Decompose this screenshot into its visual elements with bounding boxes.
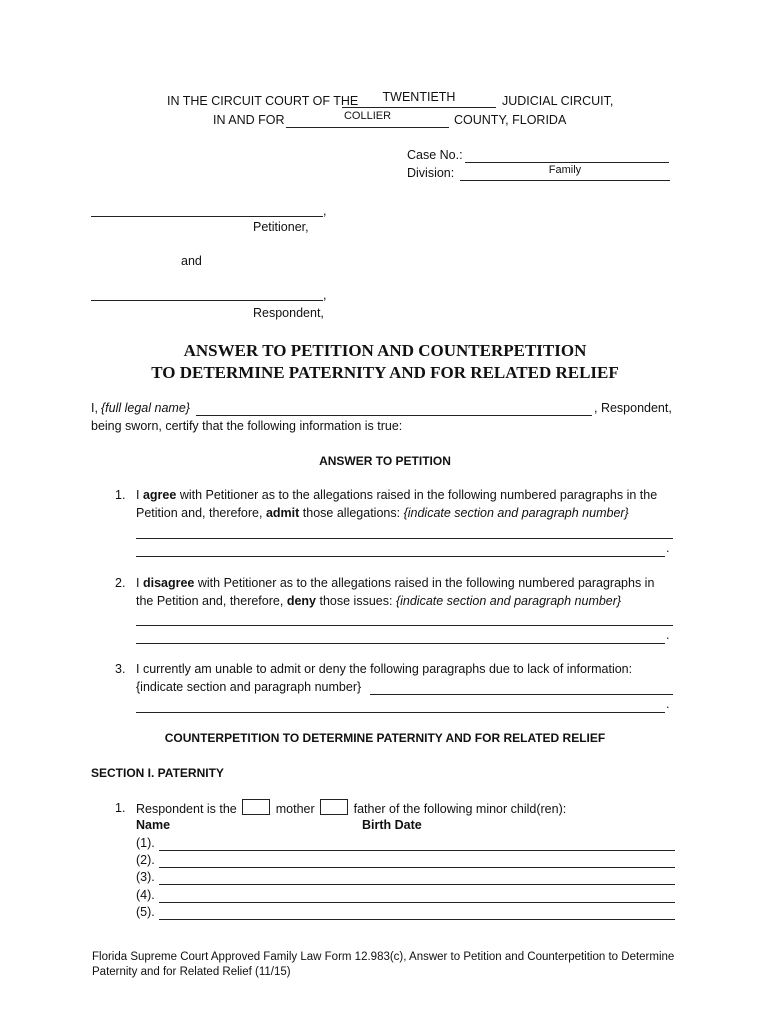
counter-heading: COUNTERPETITION TO DETERMINE PATERNITY AND FOR RELATED RELIEF [164, 731, 606, 745]
division-value: Family [548, 164, 582, 176]
case-no-label: Case No.: [407, 148, 463, 162]
respondent-label: Respondent, [253, 306, 324, 320]
hint-text: {indicate section and paragraph number} [403, 506, 629, 520]
answer-item-2-field-a[interactable] [136, 611, 673, 626]
and-label: and [181, 254, 202, 268]
intro-suffix: , Respondent, [594, 401, 672, 415]
circuit-value: TWENTIETH [382, 90, 456, 104]
child-row-1-label: (1). [136, 836, 155, 850]
answer-item-1-line2 [136, 504, 629, 522]
period: . [666, 697, 670, 711]
answer-item-3-field-a[interactable] [370, 680, 673, 695]
period: . [666, 541, 670, 555]
petitioner-comma: , [323, 204, 327, 218]
child-row-5-label: (5). [136, 905, 155, 919]
form-title-line2: TO DETERMINE PATERNITY AND FOR RELATED RELIEF [151, 363, 619, 382]
county-value: COLLIER [343, 110, 392, 122]
text: those issues: [319, 594, 393, 608]
petitioner-field[interactable] [91, 208, 323, 217]
division-label: Division: [407, 166, 455, 180]
answer-item-1-line1 [136, 486, 657, 504]
intro-line2: being sworn, certify that the following information is true: [91, 419, 403, 433]
full-legal-name-field[interactable] [196, 401, 592, 416]
father-checkbox[interactable] [320, 799, 348, 815]
father-label: father of the following minor child(ren): [353, 802, 567, 816]
answer-item-1-number: 1. [115, 488, 126, 502]
answer-item-2-line1 [136, 574, 654, 592]
admit-text: admit [265, 506, 300, 520]
section1-heading: SECTION I. PATERNITY [91, 766, 224, 780]
answer-item-1-field-a[interactable] [136, 524, 673, 539]
form-footer: Florida Supreme Court Approved Family Law Form 12.983(c), Answer to Petition and Counterpetition to Determine Paternity and for Related Relief (11/15) [92, 951, 675, 978]
circuit-line [167, 94, 358, 108]
mother-label: mother [275, 802, 315, 816]
county-suffix: COUNTY, FLORIDA [454, 113, 567, 127]
col-name-header: Name [136, 818, 171, 832]
circuit-suffix: JUDICIAL CIRCUIT, [502, 94, 614, 108]
text: Respondent is the [136, 802, 237, 816]
answer-item-2-field-b[interactable] [136, 629, 665, 644]
period: . [666, 628, 670, 642]
form-title-line1: ANSWER TO PETITION AND COUNTERPETITION [183, 341, 587, 360]
answer-item-2-line2 [136, 592, 621, 610]
circuit-prefix: IN THE CIRCUIT COURT OF THE [167, 94, 359, 108]
child-row-4-field[interactable] [159, 888, 675, 903]
hint-text: {indicate section and paragraph number} [395, 594, 622, 608]
answer-item-3-number: 3. [115, 662, 126, 676]
text: with Petitioner as to the allegations raised in the following numbered paragraphs in [197, 576, 655, 590]
respondent-comma: , [323, 288, 327, 302]
text: I [136, 488, 140, 502]
child-row-2-field[interactable] [159, 853, 675, 868]
child-row-4-label: (4). [136, 888, 155, 902]
col-birth-header: Birth Date [362, 818, 422, 832]
intro-prefix: I, [91, 401, 98, 415]
intro-hint: {full legal name} [101, 401, 190, 415]
child-row-5-field[interactable] [159, 905, 675, 920]
disagree-text: disagree [142, 576, 195, 590]
mother-checkbox[interactable] [242, 799, 270, 815]
child-row-3-label: (3). [136, 870, 155, 884]
answer-item-3-line1: I currently am unable to admit or deny the following paragraphs due to lack of information: [136, 662, 633, 676]
paternity-item-number: 1. [115, 801, 126, 815]
text: those allegations: [302, 506, 401, 520]
paternity-item-line [136, 799, 566, 818]
text: Petition and, therefore, [136, 506, 263, 520]
child-row-2-label: (2). [136, 853, 155, 867]
deny-text: deny [286, 594, 316, 608]
text: with Petitioner as to the allegations raised in the following numbered paragraphs in the [179, 488, 658, 502]
petitioner-label: Petitioner, [253, 220, 309, 234]
county-prefix: IN AND FOR [213, 113, 285, 127]
text: I [136, 576, 140, 590]
answer-item-2-number: 2. [115, 576, 126, 590]
respondent-field[interactable] [91, 292, 323, 301]
case-no-field[interactable] [465, 148, 669, 163]
child-row-1-field[interactable] [159, 836, 675, 851]
text: the Petition and, therefore, [136, 594, 284, 608]
answer-item-3-hint: {indicate section and paragraph number} [136, 680, 362, 694]
agree-text: agree [142, 488, 177, 502]
answer-item-3-field-b[interactable] [136, 698, 665, 713]
answer-item-1-field-b[interactable] [136, 542, 665, 557]
answer-heading: ANSWER TO PETITION [319, 454, 451, 468]
child-row-3-field[interactable] [159, 870, 675, 885]
